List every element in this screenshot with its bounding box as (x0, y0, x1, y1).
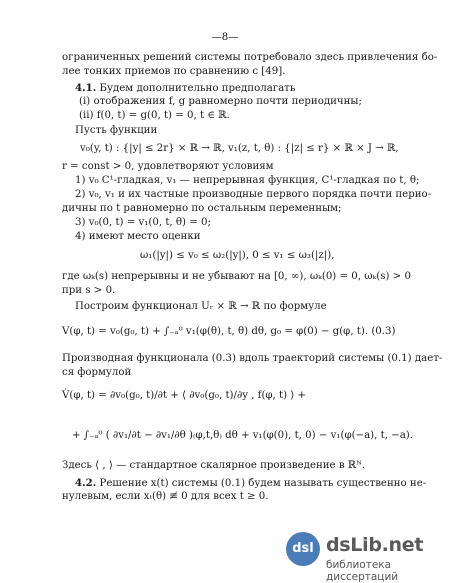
text-line: лее тонких приемов по сравнению с [49]. (62, 66, 286, 77)
text-line: ω₁(|y|) ≤ v₀ ≤ ω₂(|y|), 0 ≤ v₁ ≤ ω₃(|z|), (140, 250, 335, 261)
watermark-title: dsLib.net (326, 534, 424, 556)
text-line: нулевым, если xₜ(θ) ≢ 0 для всех t ≥ 0. (62, 491, 269, 502)
text-line: Здесь ⟨ , ⟩ — стандартное скалярное произведение в ℝᴺ. (62, 460, 366, 471)
text-line: 4.1. Будем дополнительно предполагать (75, 82, 296, 94)
text-line: V(φ, t) = v₀(g₀, t) + ∫₋ₐ⁰ v₁(φ(θ), t, θ) dθ, g₀ = φ(0) − g(φ, t). (0.3) (62, 326, 396, 337)
text-line: дичны по t равномерно по остальным переменным; (62, 203, 342, 214)
text-line: 1) v₀ C¹-гладкая, v₁ — непрерывная функция, C¹-гладкая по t, θ; (75, 175, 420, 186)
text-line: при s > 0. (62, 285, 116, 296)
text-line: r = const > 0, удовлетворяют условиям (62, 161, 274, 172)
text-line: + ∫₋ₐ⁰ ( ∂v₁/∂t − ∂v₁/∂θ )₍φ,t,θ₎ dθ + v₁(φ(0), t, 0) − v₁(φ(−a), t, −a). (72, 430, 414, 441)
text-line: 3) v₀(0, t) = v₁(0, t, θ) = 0; (75, 217, 211, 228)
text-line: v₀(y, t) : {|y| ≤ 2r} × ℝ → ℝ, v₁(z, t, θ) : {|z| ≤ r} × ℝ × J → ℝ, (80, 143, 399, 154)
page-number: —8— (211, 32, 239, 43)
text-line: ограниченных решений системы потребовало здесь привлечения бо- (62, 52, 438, 63)
text-line: (i) отображения f, g равномерно почти периодичны; (79, 96, 362, 107)
text-line: 4) имеют место оценки (75, 231, 201, 242)
text-line: Пусть функции (75, 125, 158, 136)
text-line: (ii) f(0, t) = g(0, t) = 0, t ∈ ℝ. (79, 110, 230, 121)
text-line: V̇(φ, t) = ∂v₀(g₀, t)/∂t + ⟨ ∂v₀(g₀, t)/∂y , f(φ, t) ⟩ + (62, 390, 307, 401)
watermark-logo-icon: dsl (286, 532, 320, 566)
text-line: Производная функционала (0.3) вдоль траекторий системы (0.1) дает- (62, 353, 443, 364)
text-line: где ωₖ(s) непрерывны и не убывают на [0, ∞), ωₖ(0) = 0, ωₖ(s) > 0 (62, 271, 411, 282)
text-line: ся формулой (62, 367, 132, 378)
text-line: Построим функционал Uᵣ × ℝ → ℝ по формуле (75, 301, 327, 312)
watermark (286, 532, 446, 583)
watermark-subtitle: библиотека диссертаций (326, 559, 399, 583)
text-line: 4.2. Решение x(t) системы (0.1) будем называть существенно не- (75, 477, 427, 489)
text-line: 2) v₀, v₁ и их частные производные первого порядка почти перио- (75, 189, 432, 200)
